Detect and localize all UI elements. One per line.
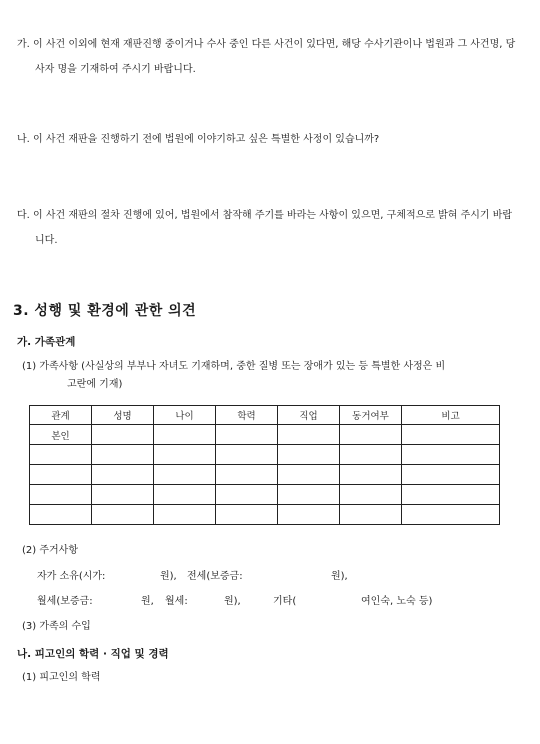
table-cell[interactable] xyxy=(154,485,216,505)
col-header-education: 학력 xyxy=(216,406,278,425)
table-cell[interactable] xyxy=(216,445,278,465)
item-na1-label: (1) 피고인의 학력 xyxy=(22,672,101,683)
table-cell[interactable] xyxy=(278,425,340,445)
table-cell[interactable] xyxy=(340,445,402,465)
housing-jeonse-unit: 원), xyxy=(331,571,348,582)
table-cell[interactable] xyxy=(278,505,340,525)
section-3-title: 3. 성행 및 환경에 관한 의견 xyxy=(13,303,197,319)
table-cell[interactable] xyxy=(402,445,500,465)
table-cell[interactable] xyxy=(340,425,402,445)
table-cell[interactable] xyxy=(402,465,500,485)
table-cell[interactable] xyxy=(278,465,340,485)
table-cell[interactable] xyxy=(216,465,278,485)
table-row xyxy=(30,505,500,525)
table-cell[interactable] xyxy=(278,485,340,505)
housing-other-label: 기타( xyxy=(273,596,297,607)
housing-other-example: 여인숙, 노숙 등) xyxy=(361,596,433,607)
table-row xyxy=(30,485,500,505)
item-na-text: 나. 이 사건 재판을 진행하기 전에 법원에 이야기하고 싶은 특별한 사정이 있습니까? xyxy=(17,134,380,145)
item-da-text: 다. 이 사건 재판의 절차 진행에 있어, 법원에서 참작해 주기를 바라는 사항이 있으면, 구체적으로 밝혀 주시기 바랍니다. xyxy=(17,210,513,246)
item-da-paragraph xyxy=(17,203,517,253)
table-cell[interactable] xyxy=(402,485,500,505)
table-cell[interactable] xyxy=(216,425,278,445)
housing-wolse-label: 월세(보증금: xyxy=(37,596,93,607)
item-ga-paragraph xyxy=(17,32,517,82)
col-header-relation: 관계 xyxy=(30,406,92,425)
table-cell[interactable] xyxy=(340,485,402,505)
col-header-cohabitation: 동거여부 xyxy=(340,406,402,425)
family-table xyxy=(29,405,500,525)
table-cell[interactable] xyxy=(154,445,216,465)
table-cell[interactable] xyxy=(92,425,154,445)
col-header-name: 성명 xyxy=(92,406,154,425)
family-table-header-row xyxy=(30,406,500,425)
table-cell[interactable] xyxy=(216,505,278,525)
item3-label: (3) 가족의 수입 xyxy=(22,621,91,632)
table-cell[interactable] xyxy=(92,465,154,485)
table-cell[interactable] xyxy=(216,485,278,505)
table-cell[interactable]: 본인 xyxy=(30,425,92,445)
table-row xyxy=(30,425,500,445)
housing-wolse-rent-unit: 원), xyxy=(224,596,241,607)
table-row xyxy=(30,445,500,465)
table-cell[interactable] xyxy=(154,425,216,445)
subsection-ga-title: 가. 가족관계 xyxy=(17,336,76,348)
col-header-note: 비고 xyxy=(402,406,500,425)
table-cell[interactable] xyxy=(30,445,92,465)
item2-label: (2) 주거사항 xyxy=(22,545,78,556)
item1-line1: (1) 가족사항 (사실상의 부부나 자녀도 기재하며, 중한 질병 또는 장애가 있는 등 특별한 사정은 비 xyxy=(22,361,446,372)
table-cell[interactable] xyxy=(402,505,500,525)
table-cell[interactable] xyxy=(30,465,92,485)
table-cell[interactable] xyxy=(154,465,216,485)
table-row xyxy=(30,465,500,485)
housing-own-label: 자가 소유(시가: xyxy=(37,571,106,582)
housing-own-unit: 원), xyxy=(160,571,177,582)
item1-line2: 고란에 기재) xyxy=(67,379,123,390)
col-header-age: 나이 xyxy=(154,406,216,425)
item-ga-text: 가. 이 사건 이외에 현재 재판진행 중이거나 수사 중인 다른 사건이 있다면, 해당 수사기관이나 법원과 그 사건명, 당사자 명을 기재하여 주시기 바랍니다. xyxy=(17,39,516,75)
housing-wolse-unit: 원, xyxy=(141,596,154,607)
table-cell[interactable] xyxy=(278,445,340,465)
table-cell[interactable] xyxy=(92,445,154,465)
housing-wolse-rent-label: 월세: xyxy=(165,596,188,607)
table-cell[interactable] xyxy=(92,485,154,505)
table-cell[interactable] xyxy=(30,485,92,505)
table-cell[interactable] xyxy=(30,505,92,525)
table-cell[interactable] xyxy=(402,425,500,445)
subsection-na-title: 나. 피고인의 학력 · 직업 및 경력 xyxy=(17,648,169,660)
col-header-occupation: 직업 xyxy=(278,406,340,425)
housing-jeonse-label: 전세(보증금: xyxy=(187,571,243,582)
table-cell[interactable] xyxy=(92,505,154,525)
table-cell[interactable] xyxy=(340,465,402,485)
table-cell[interactable] xyxy=(154,505,216,525)
table-cell[interactable] xyxy=(340,505,402,525)
